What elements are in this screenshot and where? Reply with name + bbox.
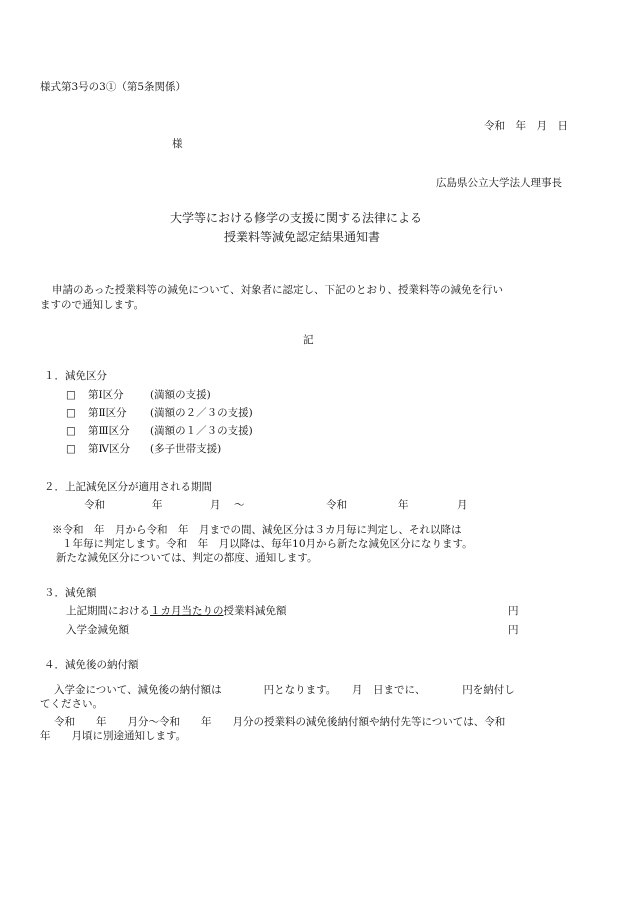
row1-pre: 上記期間における [66, 605, 150, 617]
tuition-notice-line-2: 年 月頃に別途通知します。 [40, 730, 187, 742]
intro-line-1: 申請のあった授業料等の減免について、対象者に認定し、下記のとおり、授業料等の減免を行い [52, 284, 503, 296]
row1-post: 授業料減免額 [223, 605, 287, 617]
form-number: 様式第3号の3①（第5条関係） [40, 81, 187, 93]
period-tilde: ～ [234, 499, 245, 511]
monthly-tuition-reduction-label [66, 604, 287, 618]
payment-paragraph-line-2: てください。 [40, 698, 103, 710]
section-1-heading: １．減免区分 [44, 370, 107, 382]
title-line-1: 大学等における修学の支援に関する法律による [170, 211, 423, 225]
note-line-1: ※令和 年 月から令和 年 月までの間、減免区分は３カ月毎に判定し、それ以降は [52, 524, 462, 536]
title-line-2: 授業料等減免認定結果通知書 [224, 230, 381, 244]
intro-line-2: ますので通知します。 [40, 299, 145, 311]
period-month-start: 月 [210, 499, 221, 511]
period-year-end: 年 [398, 499, 409, 511]
note-line-3: 新たな減免区分については、判定の都度、通知します。 [56, 552, 318, 564]
category-1-desc: (満額の支援) [150, 389, 211, 401]
period-reiwa-end: 令和 [326, 499, 347, 511]
category-4-label: 第Ⅳ区分 [88, 443, 130, 455]
date-line: 令和 年 月 日 [484, 120, 568, 132]
tuition-yen-unit: 円 [508, 605, 519, 617]
checkbox-3[interactable]: □ [66, 425, 76, 437]
category-4-desc: (多子世帯支援) [150, 443, 222, 455]
payment-paragraph-line-1: 入学金について、減免後の納付額は 円となります。 月 日までに、 円を納付し [54, 684, 515, 696]
row1-underlined: １カ月当たりの [150, 605, 224, 617]
checkbox-1[interactable]: □ [66, 389, 76, 401]
category-3-label: 第Ⅲ区分 [88, 425, 130, 437]
period-year-start: 年 [152, 499, 163, 511]
category-3-desc: (満額の１／３の支援) [150, 425, 253, 437]
period-reiwa-start: 令和 [84, 499, 105, 511]
period-month-end: 月 [457, 499, 468, 511]
admission-yen-unit: 円 [508, 624, 519, 636]
category-2-desc: (満額の２／３の支援) [150, 407, 253, 419]
note-line-2: １年毎に判定します。令和 年 月以降は、毎年10月から新たな減免区分になります。 [62, 538, 473, 550]
checkbox-4[interactable]: □ [66, 443, 76, 455]
category-2-label: 第Ⅱ区分 [88, 407, 127, 419]
issuer: 広島県公立大学法人理事長 [436, 177, 562, 189]
recipient-suffix: 様 [172, 138, 183, 150]
ki-heading: 記 [303, 334, 314, 346]
section-4-heading: ４．減免後の納付額 [44, 659, 139, 671]
tuition-notice-line-1: 令和 年 月分～令和 年 月分の授業料の減免後納付額や納付先等については、令和 [54, 716, 506, 728]
admission-reduction-label: 入学金減免額 [66, 624, 129, 636]
section-2-heading: ２．上記減免区分が適用される期間 [44, 481, 212, 493]
section-3-heading: ３．減免額 [44, 587, 97, 599]
category-1-label: 第Ⅰ区分 [88, 389, 124, 401]
checkbox-2[interactable]: □ [66, 407, 76, 419]
